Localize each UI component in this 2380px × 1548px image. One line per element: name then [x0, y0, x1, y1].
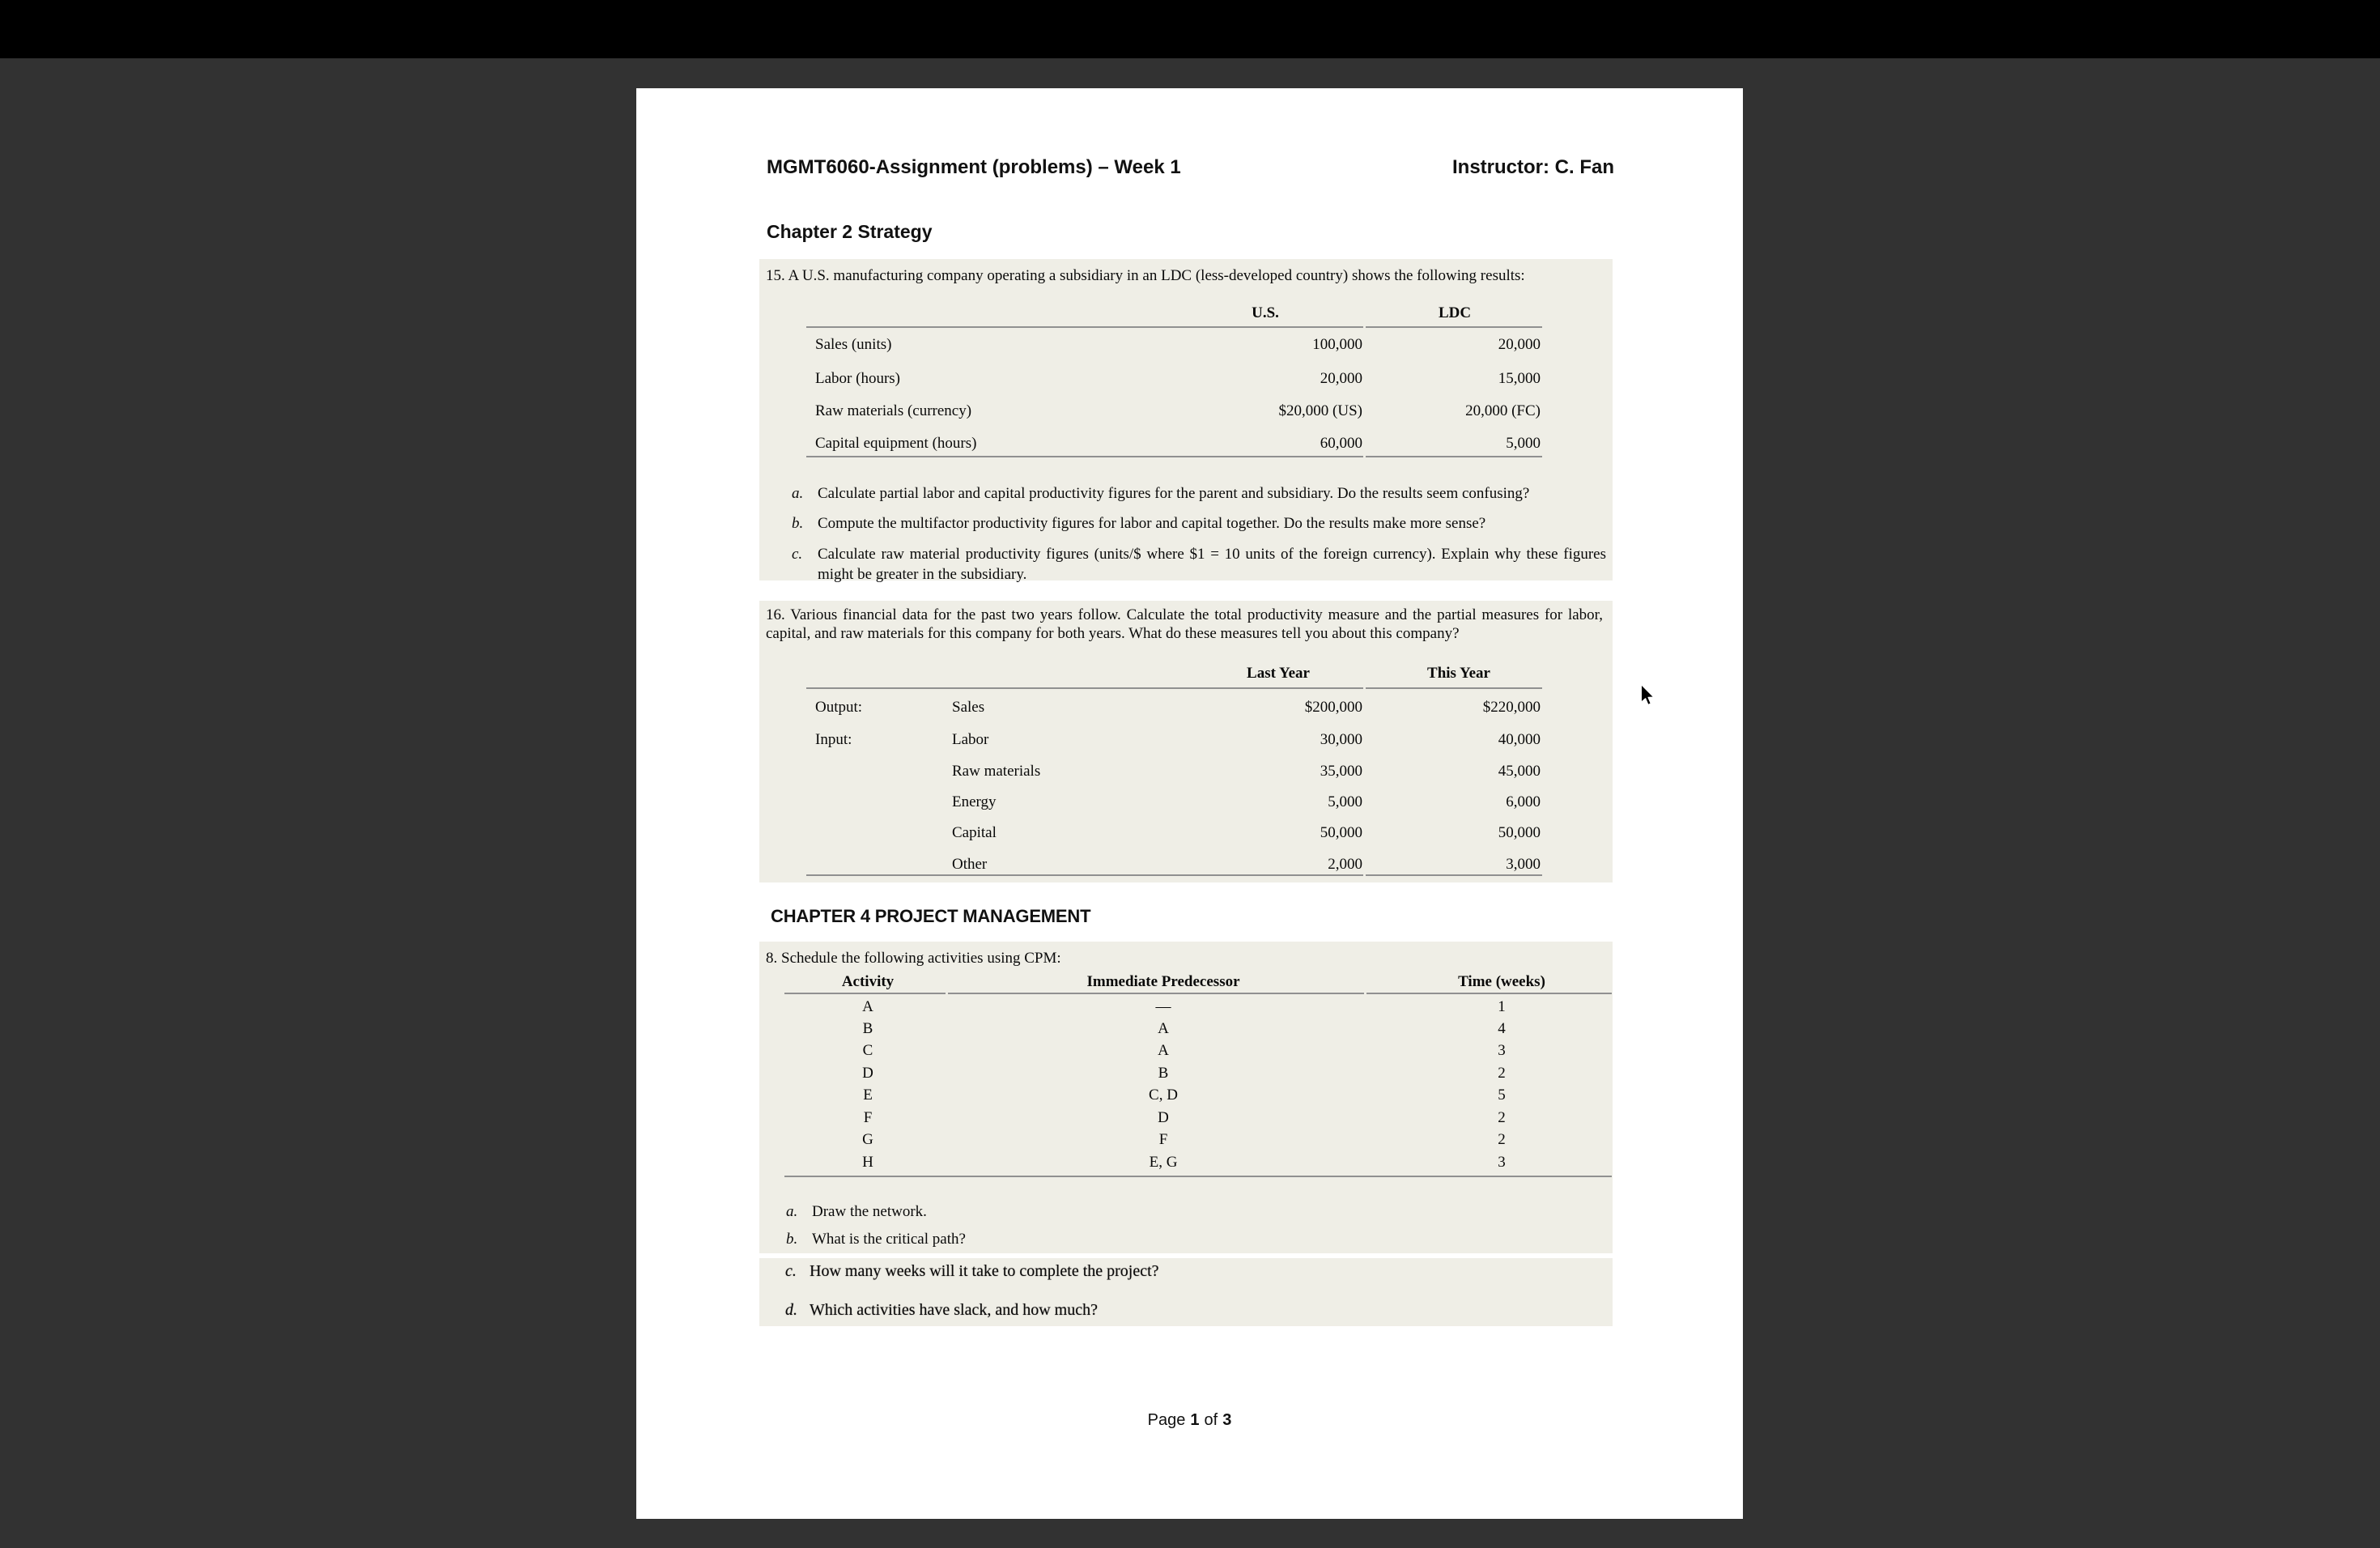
table-row: G F 2: [862, 1131, 1506, 1148]
table-row: F D 2: [863, 1109, 1506, 1126]
top-letterbox-bar: [0, 0, 2380, 58]
chapter-4-heading: CHAPTER 4 PROJECT MANAGEMENT: [771, 906, 1091, 926]
table-rule: [784, 1176, 1612, 1177]
table-row: C A 3: [862, 1042, 1506, 1059]
table-row: Energy 5,000 6,000: [952, 793, 1541, 810]
table-rule: [1366, 456, 1542, 457]
footer-page-word: Page: [1147, 1411, 1186, 1429]
table-row: Raw materials 35,000 45,000: [952, 763, 1541, 780]
table2-header-last-year: Last Year: [1247, 665, 1310, 682]
table1-header-ldc: LDC: [1438, 304, 1472, 321]
table-row: Other 2,000 3,000: [952, 856, 1541, 873]
document-title: MGMT6060-Assignment (problems) – Week 1: [767, 156, 1181, 178]
table-row: H E, G 3: [862, 1154, 1506, 1171]
table1-header-us: U.S.: [1252, 304, 1279, 321]
problem-8-items-cd-block: [759, 1258, 1613, 1326]
chapter-2-heading: Chapter 2 Strategy: [767, 221, 933, 242]
cpm-header-time: Time (weeks): [1458, 973, 1545, 990]
problem-15-block: [759, 259, 1613, 583]
list-item: b. What is the critical path?: [786, 1231, 966, 1248]
table-row: Raw materials (currency) $20,000 (US) 20,000 (FC): [815, 402, 1541, 419]
table-row: B A 4: [862, 1020, 1506, 1037]
table-row: E C, D 5: [863, 1087, 1506, 1104]
table-rule: [806, 687, 1363, 689]
cpm-header-predecessor: Immediate Predecessor: [1086, 973, 1240, 990]
table-rule: [1366, 326, 1542, 328]
cpm-header-activity: Activity: [841, 973, 895, 990]
list-item: d. Which activities have slack, and how much?: [785, 1301, 1098, 1319]
document-page: [636, 88, 1743, 1519]
table-row: Sales (units) 100,000 20,000: [815, 336, 1541, 353]
footer-page-total: 3: [1222, 1411, 1232, 1429]
footer-page-number: 1: [1190, 1411, 1200, 1429]
table-row: Capital 50,000 50,000: [952, 824, 1541, 841]
table-rule: [1366, 874, 1542, 876]
table-row: Output: Sales $200,000 $220,000: [815, 699, 1541, 716]
table-row: Labor (hours) 20,000 15,000: [815, 370, 1541, 387]
list-item: b. Compute the multifactor productivity figures for labor and capital together. Do the results make more sense?: [792, 515, 1486, 532]
table-rule: [1366, 687, 1542, 689]
problem-8-block: [759, 942, 1613, 1253]
problem-16-block: [759, 601, 1613, 882]
page-number-footer: [636, 1411, 1743, 1430]
table-rule: [948, 993, 1364, 994]
problem-15-intro: 15. A U.S. manufacturing company operating a subsidiary in an LDC (less-developed country) shows the following results:: [766, 267, 1525, 284]
document-header: [767, 156, 1614, 179]
table-rule: [806, 326, 1363, 328]
table-row: D B 2: [862, 1065, 1506, 1082]
list-item: c. How many weeks will it take to complete the project?: [785, 1262, 1159, 1280]
table-rule: [784, 993, 946, 994]
table-row: Capital equipment (hours) 60,000 5,000: [815, 435, 1541, 452]
table-rule: [806, 874, 1363, 876]
table-rule: [806, 456, 1363, 457]
table2-header-this-year: This Year: [1427, 665, 1490, 682]
list-item: a. Calculate partial labor and capital productivity figures for the parent and subsidiary. Do the results seem confusing?: [792, 485, 1530, 502]
arrow-cursor: [1640, 683, 1658, 709]
instructor-label: Instructor: C. Fan: [1451, 156, 1614, 178]
table-row: A — 1: [862, 998, 1506, 1015]
table-row: Input: Labor 30,000 40,000: [815, 731, 1541, 748]
problem-8-intro: 8. Schedule the following activities using CPM:: [766, 950, 1061, 967]
table-rule: [1366, 993, 1612, 994]
list-item: a. Draw the network.: [786, 1203, 927, 1220]
footer-of-word: of: [1204, 1411, 1218, 1429]
list-item: c. Calculate raw material productivity figures (units/$ where $1 = 10 units of the foreign currency). Explain why these figures might be greater in the subsidiary.: [792, 546, 1606, 583]
problem-16-intro: 16. Various financial data for the past two years follow. Calculate the total productivity measure and the partial measures for labor, capital, and raw materials for this company for both years. What do these measures tell you about this company?: [766, 606, 1603, 642]
